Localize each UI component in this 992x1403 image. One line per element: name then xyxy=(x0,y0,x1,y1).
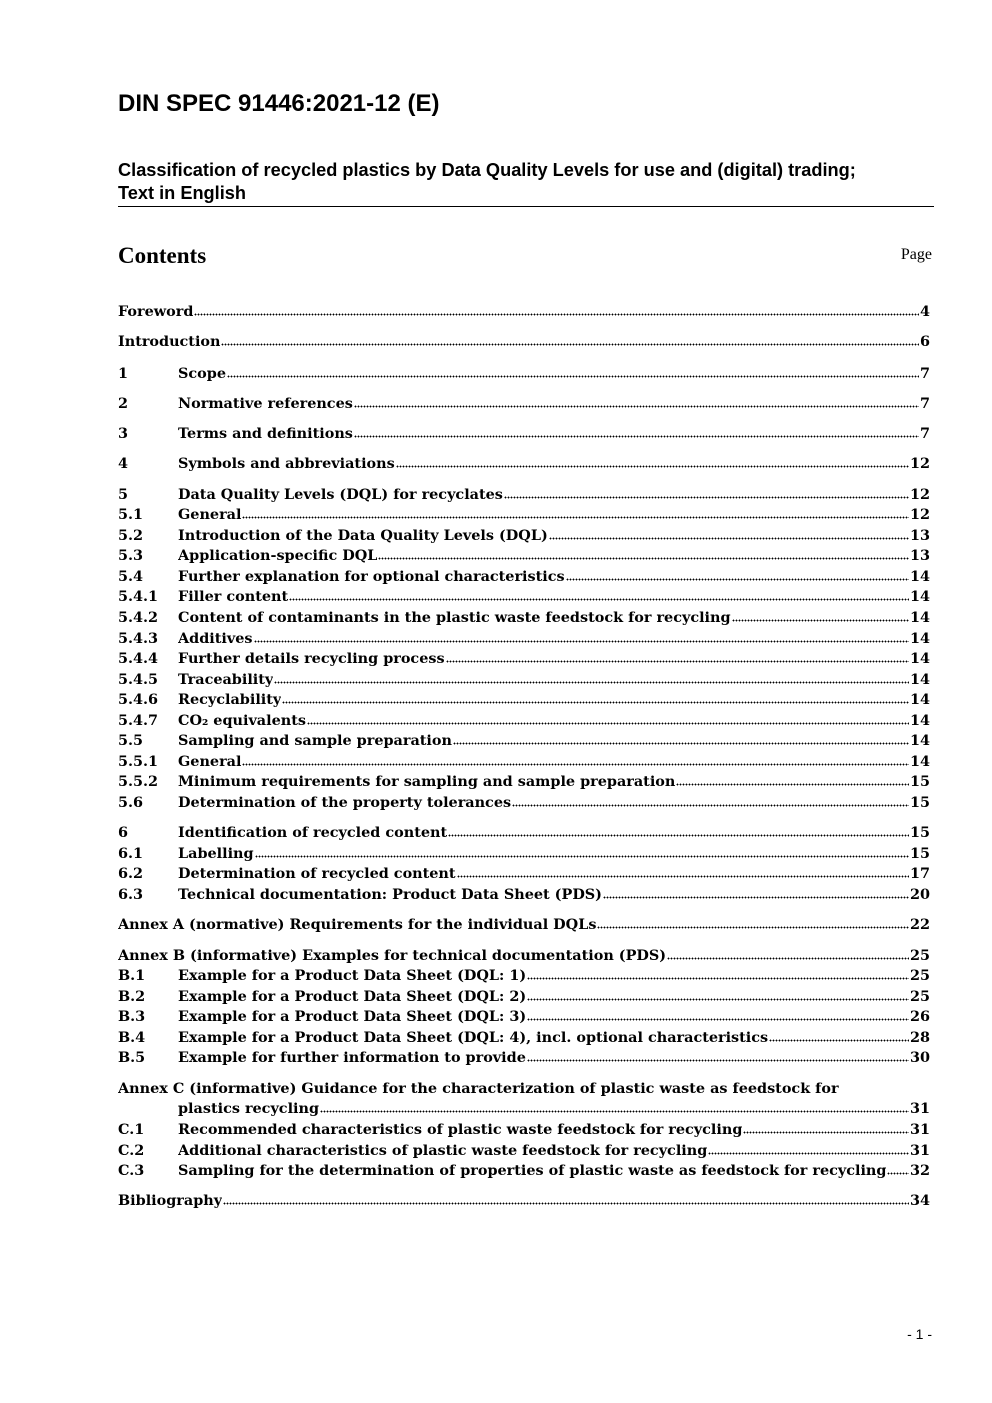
toc-entry-text: Recyclability xyxy=(178,691,282,708)
toc-entry-1[interactable] xyxy=(118,364,930,384)
toc-entry-introduction[interactable] xyxy=(118,332,930,352)
dot-leader xyxy=(227,374,919,379)
toc-entry-page: 17 xyxy=(909,865,930,882)
toc-entry-b-2[interactable] xyxy=(118,987,930,1007)
dot-leader xyxy=(354,404,919,409)
toc-entry-number: 5.2 xyxy=(118,527,144,544)
dot-leader xyxy=(255,854,909,859)
dot-leader xyxy=(320,1109,909,1114)
toc-entry-text: Determination of the property tolerances xyxy=(178,794,512,811)
toc-entry-text: Normative references xyxy=(178,395,353,412)
toc-entry-page: 31 xyxy=(909,1142,930,1159)
dot-leader xyxy=(242,762,909,767)
dot-leader xyxy=(549,536,909,541)
dot-leader xyxy=(887,1171,909,1176)
toc-entry-page: 22 xyxy=(909,916,930,933)
toc-entry-5-4-1[interactable] xyxy=(118,587,930,607)
dot-leader xyxy=(254,639,909,644)
toc-entry-b-4[interactable] xyxy=(118,1028,930,1048)
toc-entry-5-4[interactable] xyxy=(118,567,930,587)
toc-entry-text: Symbols and abbreviations xyxy=(178,455,395,472)
document-subtitle xyxy=(118,159,933,205)
toc-entry-c-1[interactable] xyxy=(118,1120,930,1140)
toc-entry-5[interactable] xyxy=(118,485,930,505)
toc-entry-page: 25 xyxy=(909,988,930,1005)
toc-entry-text: Determination of recycled content xyxy=(178,865,456,882)
toc-entry-5-3[interactable] xyxy=(118,546,930,566)
page-number: - 1 - xyxy=(907,1326,932,1342)
toc-entry-number: 5.6 xyxy=(118,794,144,811)
toc-entry-page: 15 xyxy=(909,773,930,790)
dot-leader xyxy=(769,1038,909,1043)
toc-entry-page: 15 xyxy=(909,824,930,841)
toc-entry-bibliography[interactable] xyxy=(118,1191,930,1211)
toc-entry-page: 30 xyxy=(909,1049,930,1066)
toc-entry-b-5[interactable] xyxy=(118,1048,930,1068)
toc-entry-text: Bibliography xyxy=(118,1192,223,1209)
toc-entry-text: Annex C (informative) Guidance for the characterization of plastic waste as feedstock for xyxy=(118,1080,839,1097)
toc-entry-5-2[interactable] xyxy=(118,526,930,546)
toc-entry-page: 25 xyxy=(909,967,930,984)
dot-leader xyxy=(194,312,919,317)
toc-entry-text: Recommended characteristics of plastic waste feedstock for recycling xyxy=(178,1121,743,1138)
toc-entry-text: Data Quality Levels (DQL) for recyclates xyxy=(178,486,503,503)
dot-leader xyxy=(378,556,909,561)
toc-entry-text: Terms and definitions xyxy=(178,425,353,442)
toc-entry-annex-c[interactable] xyxy=(118,1079,930,1099)
toc-entry-text: Labelling xyxy=(178,845,254,862)
toc-entry-c-3[interactable] xyxy=(118,1161,930,1181)
toc-entry-number: 5.4 xyxy=(118,568,144,585)
toc-entry-page: 14 xyxy=(909,732,930,749)
toc-entry-page: 20 xyxy=(909,886,930,903)
toc-entry-text: Example for a Product Data Sheet (DQL: 2) xyxy=(178,988,527,1005)
toc-entry-page: 7 xyxy=(919,395,930,412)
toc-entry-number: 2 xyxy=(118,395,129,412)
toc-entry-5-5[interactable] xyxy=(118,731,930,751)
toc-entry-number: C.1 xyxy=(118,1121,145,1138)
toc-entry-text: Traceability xyxy=(178,671,274,688)
dot-leader xyxy=(708,1151,909,1156)
subtitle-line-1: Classification of recycled plastics by Data Quality Levels for use and (digital) trading; xyxy=(118,160,856,180)
toc-entry-page: 14 xyxy=(909,568,930,585)
toc-entry-page: 13 xyxy=(909,527,930,544)
toc-entry-text: Example for further information to provide xyxy=(178,1049,526,1066)
toc-entry-number: B.3 xyxy=(118,1008,146,1025)
toc-entry-number: 4 xyxy=(118,455,129,472)
dot-leader xyxy=(603,895,909,900)
toc-entry-6[interactable] xyxy=(118,823,930,843)
toc-entry-5-5-2[interactable] xyxy=(118,772,930,792)
toc-entry-text: Identification of recycled content xyxy=(178,824,448,841)
toc-entry-5-6[interactable] xyxy=(118,793,930,813)
dot-leader xyxy=(289,597,909,602)
toc-entry-page: 14 xyxy=(909,753,930,770)
dot-leader xyxy=(446,659,909,664)
toc-entry-page: 15 xyxy=(909,845,930,862)
dot-leader xyxy=(566,577,909,582)
dot-leader xyxy=(527,1017,909,1022)
dot-leader xyxy=(527,997,909,1002)
toc-entry-foreword[interactable] xyxy=(118,302,930,322)
page-column-label: Page xyxy=(900,246,932,263)
toc-entry-text: Example for a Product Data Sheet (DQL: 1) xyxy=(178,967,527,984)
dot-leader xyxy=(597,925,909,930)
dot-leader xyxy=(457,874,909,879)
toc-entry-number: 5.5.2 xyxy=(118,773,159,790)
title-divider xyxy=(118,206,934,207)
toc-entry-page: 6 xyxy=(919,333,930,350)
toc-entry-number: 6.2 xyxy=(118,865,144,882)
toc-entry-6-2[interactable] xyxy=(118,864,930,884)
toc-entry-text: Scope xyxy=(178,365,226,382)
toc-entry-number: 5.4.7 xyxy=(118,712,159,729)
toc-entry-page: 25 xyxy=(909,947,930,964)
dot-leader xyxy=(221,342,919,347)
toc-entry-page: 15 xyxy=(909,794,930,811)
toc-entry-number: 5.5 xyxy=(118,732,144,749)
toc-entry-5-4-4[interactable] xyxy=(118,649,930,669)
toc-entry-text: Sampling and sample preparation xyxy=(178,732,452,749)
dot-leader xyxy=(282,700,909,705)
dot-leader xyxy=(307,721,909,726)
toc-entry-text: Example for a Product Data Sheet (DQL: 4), incl. optional characteristics xyxy=(178,1029,769,1046)
toc-entry-c-2[interactable] xyxy=(118,1141,930,1161)
toc-entry-5-4-5[interactable] xyxy=(118,670,930,690)
toc-entry-text: Filler content xyxy=(178,588,289,605)
toc-entry-page: 14 xyxy=(909,671,930,688)
toc-entry-text: Introduction of the Data Quality Levels (DQL) xyxy=(178,527,548,544)
toc-entry-number: C.2 xyxy=(118,1142,145,1159)
toc-entry-number: 3 xyxy=(118,425,129,442)
toc-entry-page: 26 xyxy=(909,1008,930,1025)
toc-entry-6-1[interactable] xyxy=(118,844,930,864)
toc-entry-number: 5.3 xyxy=(118,547,144,564)
toc-entry-text: Sampling for the determination of properties of plastic waste as feedstock for recycling xyxy=(178,1162,887,1179)
toc-entry-number: 5.4.3 xyxy=(118,630,159,647)
dot-leader xyxy=(504,495,909,500)
toc-entry-5-4-3[interactable] xyxy=(118,629,930,649)
toc-entry-number: B.1 xyxy=(118,967,146,984)
toc-entry-text: Further explanation for optional characteristics xyxy=(178,568,565,585)
contents-heading: Contents xyxy=(118,243,207,268)
toc-entry-5-4-7[interactable] xyxy=(118,711,930,731)
dot-leader xyxy=(242,515,909,520)
toc-entry-number: 6 xyxy=(118,824,129,841)
dot-leader xyxy=(732,618,909,623)
toc-entry-text: Annex B (informative) Examples for technical documentation (PDS) xyxy=(118,947,667,964)
toc-entry-page: 4 xyxy=(919,303,930,320)
dot-leader xyxy=(396,464,909,469)
toc-entry-5-4-6[interactable] xyxy=(118,690,930,710)
subtitle-line-2: Text in English xyxy=(118,183,246,203)
toc-entry-5-1[interactable] xyxy=(118,505,930,525)
toc-entry-text: Introduction xyxy=(118,333,221,350)
toc-entry-page: 32 xyxy=(909,1162,930,1179)
toc-entry-text: Additives xyxy=(178,630,253,647)
toc-entry-page: 12 xyxy=(909,455,930,472)
dot-leader xyxy=(448,833,909,838)
toc-entry-page: 14 xyxy=(909,650,930,667)
toc-entry-text: CO₂ equivalents xyxy=(178,712,306,729)
toc-entry-page: 14 xyxy=(909,691,930,708)
toc-entry-page: 13 xyxy=(909,547,930,564)
toc-entry-5-5-1[interactable] xyxy=(118,752,930,772)
toc-entry-page: 31 xyxy=(909,1121,930,1138)
document-title: DIN SPEC 91446:2021-12 (E) xyxy=(118,90,440,117)
toc-entry-number: B.5 xyxy=(118,1049,146,1066)
dot-leader xyxy=(527,976,909,981)
toc-entry-page: 14 xyxy=(909,609,930,626)
toc-entry-page: 14 xyxy=(909,712,930,729)
toc-entry-page: 14 xyxy=(909,630,930,647)
toc-entry-number: B.4 xyxy=(118,1029,146,1046)
toc-entry-number: 5.4.2 xyxy=(118,609,159,626)
toc-entry-text: plastics recycling xyxy=(178,1100,320,1117)
toc-entry-text: Further details recycling process xyxy=(178,650,445,667)
toc-entry-page: 7 xyxy=(919,365,930,382)
dot-leader xyxy=(274,680,909,685)
dot-leader xyxy=(223,1201,909,1206)
dot-leader xyxy=(667,956,909,961)
toc-entry-number: 6.1 xyxy=(118,845,144,862)
toc-entry-number: C.3 xyxy=(118,1162,145,1179)
toc-entry-3[interactable] xyxy=(118,424,930,444)
toc-entry-text: Foreword xyxy=(118,303,194,320)
toc-entry-b-3[interactable] xyxy=(118,1007,930,1027)
toc-entry-5-4-2[interactable] xyxy=(118,608,930,628)
toc-entry-text: Minimum requirements for sampling and sample preparation xyxy=(178,773,676,790)
dot-leader xyxy=(354,434,919,439)
toc-entry-text: Application-specific DQL xyxy=(178,547,378,564)
toc-entry-page: 12 xyxy=(909,486,930,503)
toc-entry-text: Content of contaminants in the plastic waste feedstock for recycling xyxy=(178,609,731,626)
toc-entry-page: 12 xyxy=(909,506,930,523)
toc-entry-page: 31 xyxy=(909,1100,930,1117)
toc-entry-page: 7 xyxy=(919,425,930,442)
toc-entry-number: 6.3 xyxy=(118,886,144,903)
toc-entry-2[interactable] xyxy=(118,394,930,414)
toc-entry-text: Example for a Product Data Sheet (DQL: 3) xyxy=(178,1008,527,1025)
dot-leader xyxy=(512,803,909,808)
toc-entry-text: Technical documentation: Product Data Sheet (PDS) xyxy=(178,886,602,903)
toc-entry-number: B.2 xyxy=(118,988,146,1005)
toc-entry-annex-a[interactable] xyxy=(118,915,930,935)
toc-entry-number: 5.5.1 xyxy=(118,753,159,770)
dot-leader xyxy=(743,1130,909,1135)
toc-entry-page: 34 xyxy=(909,1192,930,1209)
toc-entry-annex-c-continued[interactable] xyxy=(118,1099,930,1119)
toc-entry-page: 28 xyxy=(909,1029,930,1046)
toc-entry-text: Additional characteristics of plastic waste feedstock for recycling xyxy=(178,1142,708,1159)
toc-entry-6-3[interactable] xyxy=(118,885,930,905)
toc-entry-4[interactable] xyxy=(118,454,930,474)
toc-entry-text: General xyxy=(178,506,242,523)
toc-entry-text: Annex A (normative) Requirements for the individual DQLs xyxy=(118,916,597,933)
dot-leader xyxy=(676,782,909,787)
toc-entry-b-1[interactable] xyxy=(118,966,930,986)
toc-entry-annex-b[interactable] xyxy=(118,946,930,966)
toc-entry-number: 5 xyxy=(118,486,129,503)
dot-leader xyxy=(527,1058,909,1063)
toc-entry-text: General xyxy=(178,753,242,770)
toc-entry-page: 14 xyxy=(909,588,930,605)
toc-entry-number: 5.4.6 xyxy=(118,691,159,708)
toc-entry-number: 5.4.5 xyxy=(118,671,159,688)
toc-entry-number: 5.4.4 xyxy=(118,650,159,667)
toc-entry-number: 1 xyxy=(118,365,129,382)
dot-leader xyxy=(453,741,909,746)
toc-entry-number: 5.1 xyxy=(118,506,144,523)
toc-entry-number: 5.4.1 xyxy=(118,588,159,605)
